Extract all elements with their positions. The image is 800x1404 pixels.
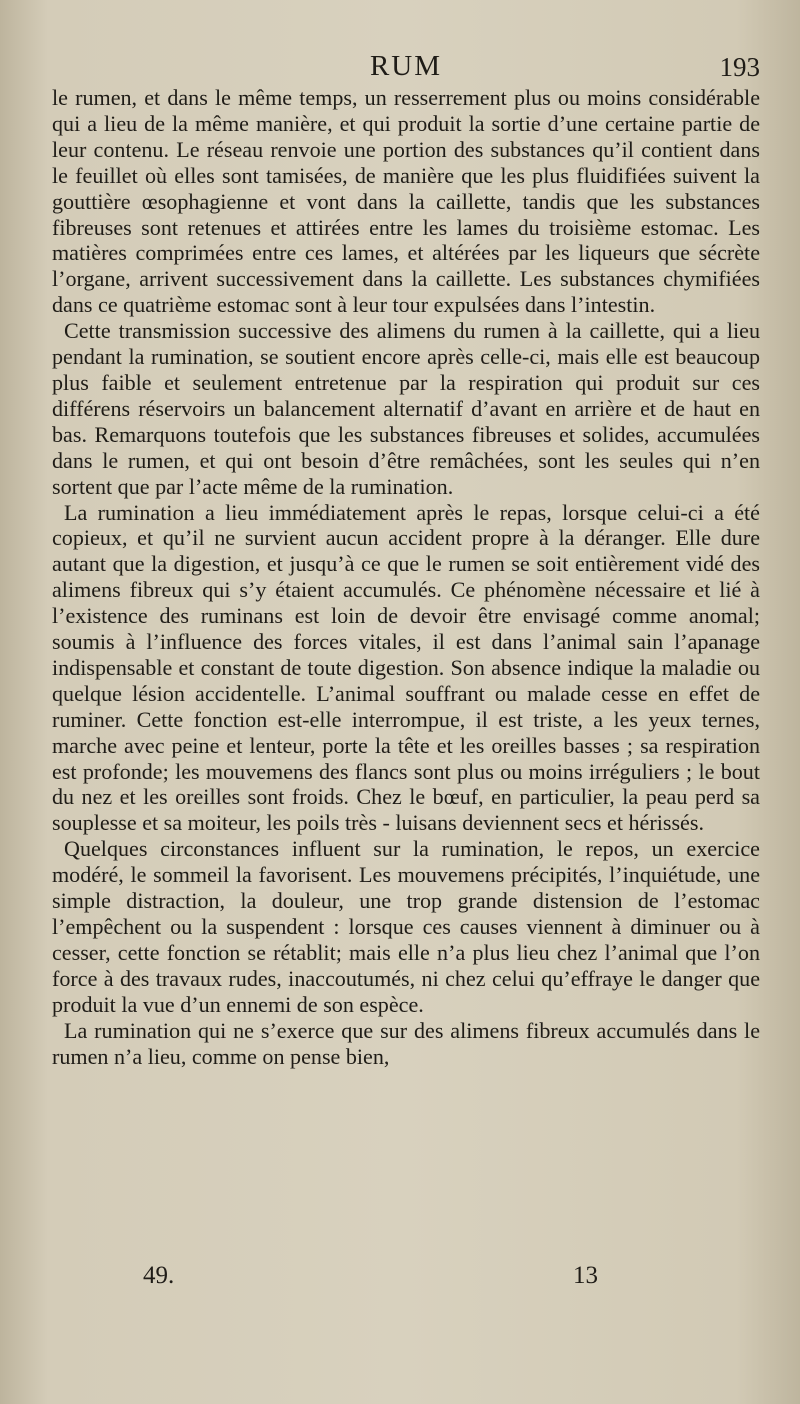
running-head: RUM (369, 50, 443, 82)
paragraph: La rumination qui ne s’exerce que sur des alimens fibreux accumulés dans le rumen n’a lieu, comme on pense bien, (52, 1017, 760, 1069)
paragraph: La rumination a lieu immédiatement après le repas, lorsque celui-ci a été copieux, et qu’il ne survient aucun accident propre à la déranger. Elle dure autant que la digestion, et jusqu’à ce que le rumen se soit entièrement vidé des alimens fibreux qui s’y étaient accumulés. Ce phénomène nécessaire et lié à l’existence des ruminans est loin de devoir être envisagé comme anomal; soumis à l’influence des forces vitales, il est dans l’animal sain l’apanage indispensable et constant de toute digestion. Son absence indique la maladie ou quelque lésion accidentelle. L’animal souffrant ou malade cesse en effet de ruminer. Cette fonction est-elle interrompue, il est triste, a les yeux ternes, marche avec peine et lenteur, porte la tête et les oreilles basses ; sa respiration est profonde; les mouvemens des flancs sont plus ou moins irréguliers ; le bout du nez et les oreilles sont froids. Chez le bœuf, en particulier, la peau perd sa souplesse et sa moiteur, les poils très - luisans deviennent secs et hérissés. (52, 499, 760, 836)
signature-mark: 49. (143, 1262, 175, 1289)
paragraph: le rumen, et dans le même temps, un resserrement plus ou moins considérable qui a lieu de la même manière, et qui produit la sortie d’une certaine partie de leur contenu. Le réseau renvoie une portion des substances qu’il contient dans le feuillet où elles sont tamisées, de manière que les plus fluidifiées suivent la gouttière œsophagienne et vont dans la caillette, tandis que les substances fibreuses sont retenues et attirées entre les lames du troisième estomac. Les matières comprimées entre ces lames, et altérées par les liqueurs que sécrète l’organe, arrivent successivement dans la caillette. Les substances chymifiées dans ce quatrième estomac sont à leur tour expulsées dans l’intestin. (52, 85, 760, 318)
page-footer (52, 1262, 760, 1296)
paragraph: Cette transmission successive des alimens du rumen à la caillette, qui a lieu pendant la rumination, se soutient encore après celle-ci, mais elle est beaucoup plus faible et seulement entretenue par la respiration qui produit sur ces différens réservoirs un balancement alternatif d’avant en arrière et de haut en bas. Remarquons toutefois que les substances fibreuses et solides, accumulées dans le rumen, et qui ont besoin d’être remâchées, sont les seules qui n’en sortent que par l’acte même de la rumination. (52, 318, 760, 499)
page-header (52, 50, 760, 86)
page-number: 193 (719, 52, 760, 82)
paragraph: Quelques circonstances influent sur la rumination, le repos, un exercice modéré, le sommeil la favorisent. Les mouvemens précipités, l’inquiétude, une simple distraction, la douleur, une trop grande distension de l’estomac l’empêchent ou la suspendent : lorsque ces causes viennent à diminuer ou à cesser, cette fonction se rétablit; mais elle n’a plus lieu chez l’animal que l’on force à des travaux rudes, inaccoutumés, ni chez celui qu’effraye le danger que produit la vue d’un ennemi de son espèce. (52, 836, 760, 1017)
body-text (52, 85, 760, 1069)
gathering-mark: 13 (573, 1262, 598, 1289)
